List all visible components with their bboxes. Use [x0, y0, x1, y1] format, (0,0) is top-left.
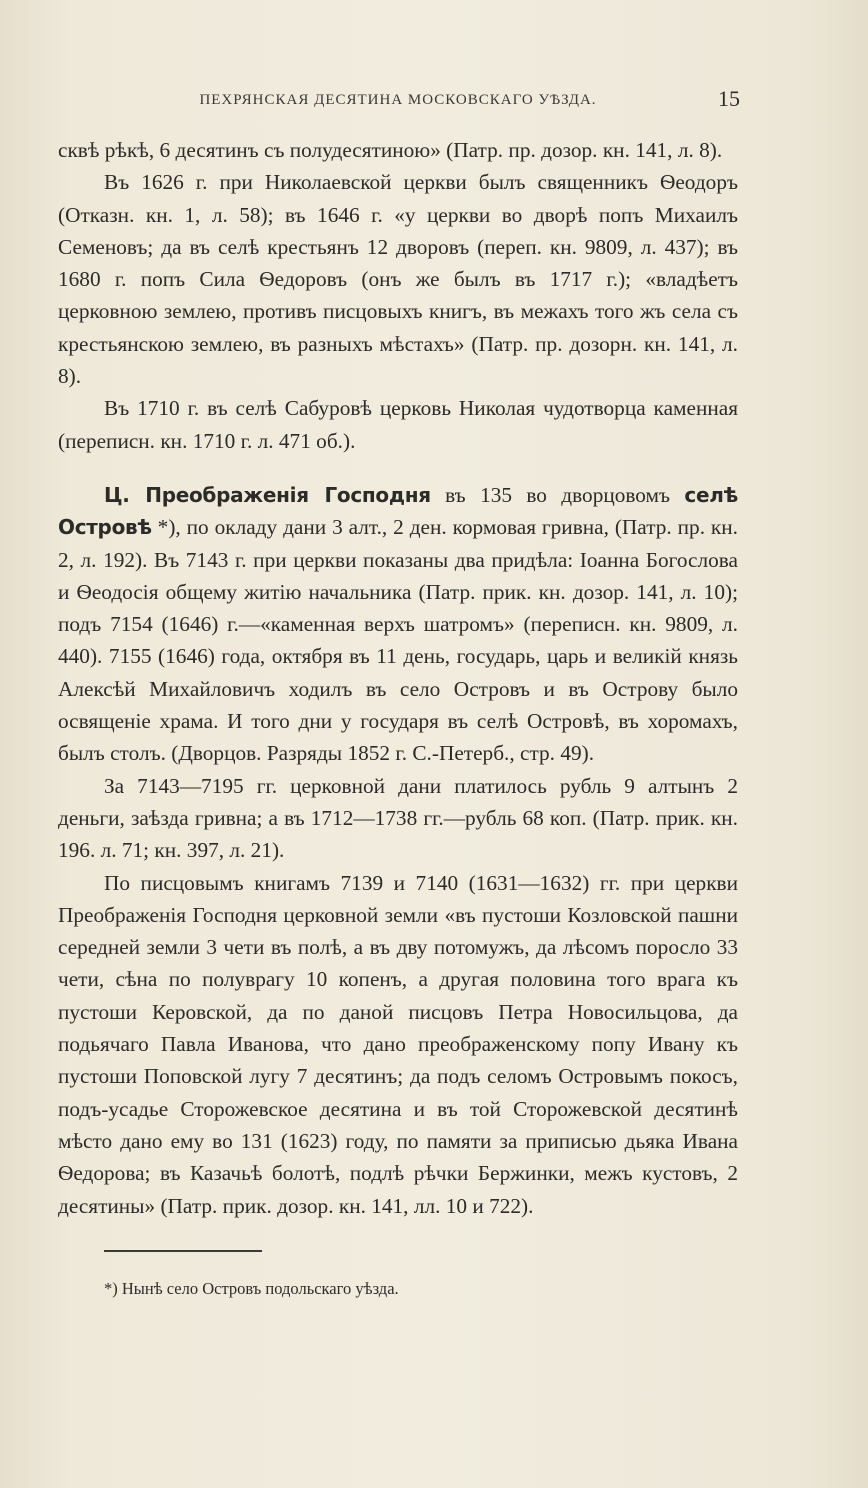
village-name: селѣ Островѣ: [58, 482, 738, 540]
paragraph-saburovo-church: Въ 1710 г. въ селѣ Сабуровѣ церковь Николая чудотворца каменная (переписн. кн. 1710 г. л. 471 об.).: [58, 396, 738, 453]
paragraph-cadastral-books: По писцовымъ книгамъ 7139 и 7140 (1631—1632) гг. при церкви Преображенія Господня церковной земли «въ пустоши Козловской пашни середней земли 3 чети въ полѣ, а въ дву потомужъ, да лѣсомъ поросло 33 чети, сѣна по полуврагу 10 копенъ, а другая половина того врага къ пустоши Керовской, да по даной писцовъ Петра Новосильцова, да подьячаго Павла Иванова, что дано преображенскому попу Ивану къ пустоши Поповской лугу 7 десятинъ; да подъ селомъ Островымъ покосъ, подъ-усадье Сторожевское десятина и въ той Сторожевской десятинѣ мѣсто дано ему во 131 (1623) году, по памяти за приписью дьяка Ивана Ѳедорова; въ Казачьѣ болотѣ, подлѣ рѣчки Бержинки, межъ кустовъ, 2 десятины» (Патр. прик. дозор. кн. 141, лл. 10 и 722).: [58, 870, 738, 1218]
paragraph-church-tax: За 7143—7195 гг. церковной дани платилось рубль 9 алтынъ 2 деньги, заѣзда гривна; а въ 1712—1738 гг.—рубль 68 коп. (Патр. прик. кн. 196. л. 71; кн. 397, л. 21).: [58, 773, 738, 863]
paragraph-nikolaev-church-clergy: Въ 1626 г. при Николаевской церкви былъ священникъ Ѳеодоръ (Отказн. кн. 1, л. 58); въ 1646 г. «у церкви во дворѣ попъ Михаилъ Семеновъ; да въ селѣ крестьянъ 12 дворовъ (переп. кн. 9809, л. 437); въ 1680 г. попъ Сила Ѳедоровъ (онъ же былъ въ 1717 г.); «владѣетъ церковною землею, противъ писцовыхъ книгъ, въ межахъ того жъ села съ крестьянскою землею, въ разныхъ мѣстахъ» (Патр. пр. дозорн. кн. 141, л. 8).: [58, 170, 738, 389]
church-heading: Ц. Преображенія Господня: [104, 482, 431, 507]
section-text: *), по окладу дани 3 алт., 2 ден. кормовая гривна, (Патр. пр. кн. 2, л. 192). Въ 7143 г. при церкви показаны два придѣла: Іоанна Богослова и Ѳеодосія общему житію начальника (Патр. прик. кн. дозор. 141, л. 10); подъ 7154 (1646) г.—«каменная верхъ шатромъ» (переписн. кн. 9809, л. 440). 7155 (1646) года, октября въ 11 день, государь, царь и великій князь Алексѣй Михайловичъ ходилъ въ село Островъ и въ Острову было освященіе храма. И того дни у государя въ селѣ Островѣ, въ хоромахъ, былъ столъ. (Дворцов. Разряды 1852 г. С.-Петерб., стр. 49).: [58, 515, 738, 766]
footnote-rule: [104, 1250, 262, 1252]
heading-continuation: въ 135 во дворцовомъ: [430, 482, 685, 507]
page-number: 15: [718, 86, 740, 111]
section-preobrazhenie-church: [58, 479, 738, 770]
body-text: [58, 134, 738, 1222]
running-title: ПЕХРЯНСКАЯ ДЕСЯТИНА МОСКОВСКАГО УѢЗДА.: [199, 92, 597, 108]
footnote: *) Нынѣ село Островъ подольскаго уѣзда.: [104, 1279, 399, 1298]
paragraph-continuation: сквѣ рѣкѣ, 6 десятинъ съ полудесятиною» (Патр. пр. дозор. кн. 141, л. 8).: [58, 138, 723, 162]
